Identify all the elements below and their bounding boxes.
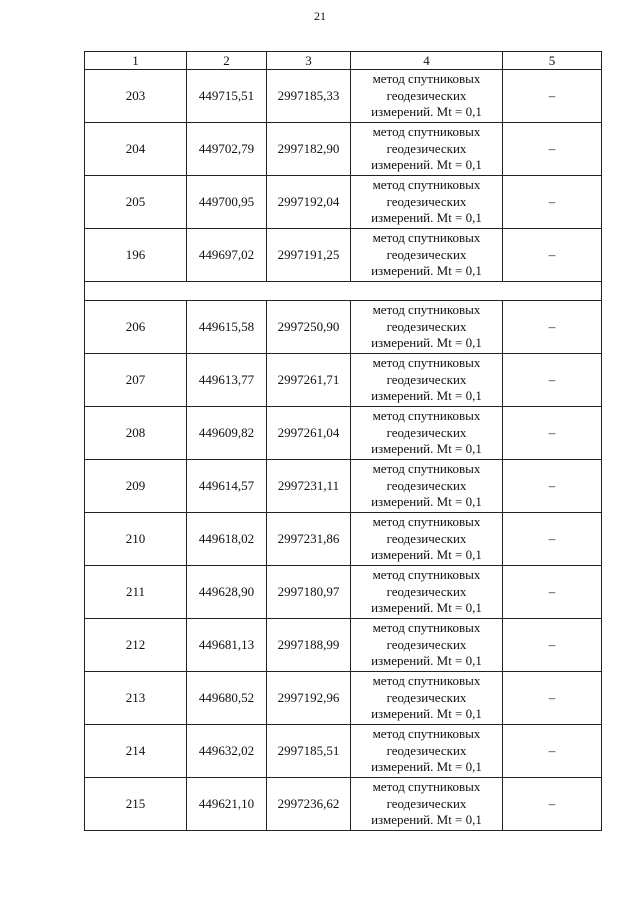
method-line: метод спутниковых <box>372 461 481 477</box>
point-number-cell: 213 <box>85 672 187 725</box>
y-coordinate-cell: 2997188,99 <box>267 619 351 672</box>
method-cell <box>351 176 503 229</box>
note-cell: – <box>503 619 602 672</box>
table-row <box>85 176 602 229</box>
y-coordinate-cell: 2997185,51 <box>267 725 351 778</box>
method-line: метод спутниковых <box>372 177 481 193</box>
method-line: метод спутниковых <box>372 302 481 318</box>
method-line: метод спутниковых <box>372 673 481 689</box>
note-cell: – <box>503 513 602 566</box>
point-number-cell: 196 <box>85 229 187 282</box>
y-coordinate-cell: 2997261,71 <box>267 354 351 407</box>
table-body <box>85 70 602 831</box>
point-number-cell: 215 <box>85 778 187 831</box>
note-cell: – <box>503 672 602 725</box>
x-coordinate-cell: 449681,13 <box>187 619 267 672</box>
x-coordinate-cell: 449615,58 <box>187 301 267 354</box>
point-number-cell: 207 <box>85 354 187 407</box>
coordinates-table <box>84 51 602 831</box>
point-number-cell: 212 <box>85 619 187 672</box>
note-cell: – <box>503 407 602 460</box>
method-line: измерений. Mt = 0,1 <box>371 210 482 226</box>
method-line: измерений. Mt = 0,1 <box>371 494 482 510</box>
x-coordinate-cell: 449628,90 <box>187 566 267 619</box>
method-line: метод спутниковых <box>372 726 481 742</box>
point-number-cell: 208 <box>85 407 187 460</box>
method-cell <box>351 354 503 407</box>
point-number-cell: 214 <box>85 725 187 778</box>
method-line: измерений. Mt = 0,1 <box>371 653 482 669</box>
method-line: метод спутниковых <box>372 408 481 424</box>
method-line: метод спутниковых <box>372 230 481 246</box>
method-cell <box>351 566 503 619</box>
x-coordinate-cell: 449715,51 <box>187 70 267 123</box>
y-coordinate-cell: 2997180,97 <box>267 566 351 619</box>
method-line: геодезических <box>386 742 467 758</box>
note-cell: – <box>503 354 602 407</box>
method-cell <box>351 123 503 176</box>
x-coordinate-cell: 449702,79 <box>187 123 267 176</box>
separator-cell <box>85 282 602 301</box>
method-line: геодезических <box>386 689 467 705</box>
method-line: измерений. Mt = 0,1 <box>371 759 482 775</box>
y-coordinate-cell: 2997231,11 <box>267 460 351 513</box>
method-line: измерений. Mt = 0,1 <box>371 104 482 120</box>
table-row <box>85 229 602 282</box>
x-coordinate-cell: 449697,02 <box>187 229 267 282</box>
y-coordinate-cell: 2997191,25 <box>267 229 351 282</box>
y-coordinate-cell: 2997250,90 <box>267 301 351 354</box>
method-line: метод спутниковых <box>372 355 481 371</box>
method-cell <box>351 778 503 831</box>
x-coordinate-cell: 449632,02 <box>187 725 267 778</box>
method-cell <box>351 725 503 778</box>
point-number-cell: 205 <box>85 176 187 229</box>
header-cell-5: 5 <box>503 52 602 70</box>
table-row <box>85 301 602 354</box>
method-line: метод спутниковых <box>372 71 481 87</box>
method-line: измерений. Mt = 0,1 <box>371 441 482 457</box>
y-coordinate-cell: 2997231,86 <box>267 513 351 566</box>
header-row <box>85 52 602 70</box>
method-line: геодезических <box>386 583 467 599</box>
header-cell-3: 3 <box>267 52 351 70</box>
method-line: измерений. Mt = 0,1 <box>371 706 482 722</box>
method-line: геодезических <box>386 795 467 811</box>
method-line: геодезических <box>386 140 467 156</box>
method-line: геодезических <box>386 318 467 334</box>
table-row <box>85 70 602 123</box>
y-coordinate-cell: 2997236,62 <box>267 778 351 831</box>
method-cell <box>351 229 503 282</box>
method-line: метод спутниковых <box>372 779 481 795</box>
x-coordinate-cell: 449700,95 <box>187 176 267 229</box>
table-row <box>85 123 602 176</box>
point-number-cell: 203 <box>85 70 187 123</box>
x-coordinate-cell: 449613,77 <box>187 354 267 407</box>
header-cell-1: 1 <box>85 52 187 70</box>
note-cell: – <box>503 460 602 513</box>
method-cell <box>351 460 503 513</box>
method-line: измерений. Mt = 0,1 <box>371 335 482 351</box>
page-number: 21 <box>314 9 326 23</box>
method-line: геодезических <box>386 246 467 262</box>
x-coordinate-cell: 449614,57 <box>187 460 267 513</box>
method-line: геодезических <box>386 87 467 103</box>
method-cell <box>351 70 503 123</box>
note-cell: – <box>503 725 602 778</box>
note-cell: – <box>503 566 602 619</box>
x-coordinate-cell: 449621,10 <box>187 778 267 831</box>
note-cell: – <box>503 229 602 282</box>
method-line: геодезических <box>386 193 467 209</box>
method-cell <box>351 672 503 725</box>
method-cell <box>351 301 503 354</box>
method-line: метод спутниковых <box>372 567 481 583</box>
table-row <box>85 725 602 778</box>
method-line: геодезических <box>386 371 467 387</box>
x-coordinate-cell: 449680,52 <box>187 672 267 725</box>
table-row <box>85 513 602 566</box>
point-number-cell: 210 <box>85 513 187 566</box>
note-cell: – <box>503 301 602 354</box>
group-separator-row <box>85 282 602 301</box>
table-row <box>85 354 602 407</box>
method-cell <box>351 407 503 460</box>
y-coordinate-cell: 2997192,04 <box>267 176 351 229</box>
header-cell-2: 2 <box>187 52 267 70</box>
point-number-cell: 204 <box>85 123 187 176</box>
table-row <box>85 672 602 725</box>
method-line: метод спутниковых <box>372 514 481 530</box>
method-line: измерений. Mt = 0,1 <box>371 157 482 173</box>
header-cell-4: 4 <box>351 52 503 70</box>
method-line: геодезических <box>386 477 467 493</box>
method-line: геодезических <box>386 424 467 440</box>
table-row <box>85 619 602 672</box>
note-cell: – <box>503 123 602 176</box>
x-coordinate-cell: 449609,82 <box>187 407 267 460</box>
method-cell <box>351 619 503 672</box>
point-number-cell: 206 <box>85 301 187 354</box>
y-coordinate-cell: 2997192,96 <box>267 672 351 725</box>
method-line: измерений. Mt = 0,1 <box>371 812 482 828</box>
method-line: метод спутниковых <box>372 620 481 636</box>
table-row <box>85 407 602 460</box>
note-cell: – <box>503 778 602 831</box>
note-cell: – <box>503 176 602 229</box>
table-row <box>85 460 602 513</box>
x-coordinate-cell: 449618,02 <box>187 513 267 566</box>
table-row <box>85 778 602 831</box>
y-coordinate-cell: 2997182,90 <box>267 123 351 176</box>
point-number-cell: 211 <box>85 566 187 619</box>
y-coordinate-cell: 2997185,33 <box>267 70 351 123</box>
y-coordinate-cell: 2997261,04 <box>267 407 351 460</box>
point-number-cell: 209 <box>85 460 187 513</box>
method-line: метод спутниковых <box>372 124 481 140</box>
table-row <box>85 566 602 619</box>
method-cell <box>351 513 503 566</box>
method-line: геодезических <box>386 530 467 546</box>
method-line: измерений. Mt = 0,1 <box>371 388 482 404</box>
method-line: измерений. Mt = 0,1 <box>371 547 482 563</box>
note-cell: – <box>503 70 602 123</box>
method-line: геодезических <box>386 636 467 652</box>
method-line: измерений. Mt = 0,1 <box>371 263 482 279</box>
method-line: измерений. Mt = 0,1 <box>371 600 482 616</box>
